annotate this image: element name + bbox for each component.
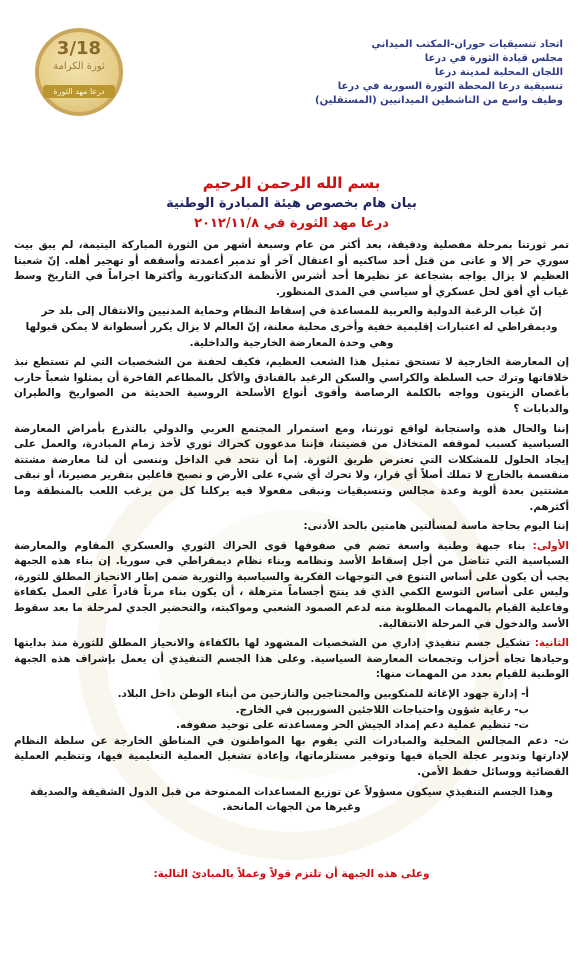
list-item: ت- تنظيم عملية دعم إمداد الجيش الحر ومساعدته على توحيد صفوفه. — [176, 719, 529, 732]
statement-date: درعا مهد الثورة في ٢٠١٢/١١/٨ — [194, 216, 389, 231]
paragraph: وهذا الجسم التنفيذي سيكون مسؤولاً عن توزيع المساعدات الممنوحة من قبل الدول الشقيقة والصديقة وغيرها من الجهات المانحة. — [30, 785, 553, 814]
first-demand-label: الأولى: — [532, 539, 569, 552]
closing-line: وعلى هذه الجبهة أن تلتزم قولاً وعملاً بالمبادئ التالية: — [153, 868, 430, 880]
statement-title: بيان هام بخصوص هيئة المبادرة الوطنية — [166, 196, 417, 211]
second-demand — [14, 636, 569, 683]
logo-number: 3/18 — [56, 38, 102, 59]
paragraph: تمر ثورتنا بمرحلة مفصلية ودقيقة، بعد أكثر من عام وسبعة أشهر من الثورة المباركة اليتيمة، لم يبق بيت سوري حر إلا و عانى من قتل أحد ساكنيه أو اعتقال آخر أو تدمير أعمدته وأسقفه أو تهجير أهله. إنّ شعبنا العظيم لا يزال يواجه بشجاعة عز نظيرها أحد أشرس الأنظمة الدكتاتورية وأكثرها اجراماً في التاريخ وسط غياب أي أفق لحل عسكري أو سياسي في المدى المنظور. — [14, 239, 569, 298]
issuer-line: وطيف واسع من الناشطين الميدانيين (المستقلين) — [315, 95, 563, 106]
logo-subtitle: ثورة الكرامة — [53, 61, 105, 72]
issuer-line: تنسيقية درعا المحطة الثورة السورية في درعا — [337, 81, 563, 92]
list-item: ث- دعم المجالس المحلية والمبادرات التي يقوم بها المواطنون في المناطق الخارجة عن سلطة النظام لإدارتها وتدوير عجلة الحياة فيها وتوفير مستلزماتها، وإعادة تشغيل العملية التعليمية فيها، وتنظيم العملية القضائية ووسائل حفظ الأمن. — [14, 734, 569, 778]
second-demand-text: تشكيل جسم تنفيذي إداري من الشخصيات المشهود لها بالكفاءة والانحياز المطلق للثورة منذ بدايتها وحيادها تجاه أحزاب وتجمعات المعارضة السياسية. وعلى هذا الجسم التنفيذي أن يعمل بإشراف هذه الجبهة الوطنية للقيام بعدد من المهمات منها: — [14, 637, 569, 681]
issuer-line: اللجان المحلية لمدينة درعا — [434, 67, 563, 78]
logo-band: درعا مهد الثورة — [43, 85, 115, 98]
list-item: أ- إدارة جهود الإغاثة للمنكوبين والمحتاجين والنازحين من أبناء الوطن داخل البلاد. — [117, 688, 529, 701]
first-demand — [14, 539, 569, 633]
second-demand-label: الثانية: — [534, 637, 569, 650]
tasks-list — [14, 687, 569, 781]
list-item: ب- رعاية شؤون واحتياجات اللاجئين السوريين في الخارج. — [235, 703, 529, 716]
issuers-header — [313, 38, 563, 108]
paragraph: إنّ غياب الرغبة الدولية والعربية للمساعدة في إسقاط النظام وحماية المدنيين والانتقال إلى بلد حر وديمقراطي له اعتبارات إقليمية خفية وأخرى محلية معلنة، إنّ العالم لا يزال يكرر أسطوانة لا يمكن قبولها وهي وحدة المعارضة الخارجية والداخلية. — [25, 305, 558, 349]
issuer-line: اتحاد تنسيقيات حوران-المكتب الميداني — [371, 39, 563, 50]
paragraph: إننا اليوم بحاجة ماسة لمسألتين هامتين بالحد الأدنى: — [303, 520, 569, 533]
basmala-heading: بسم الله الرحمن الرحيم — [202, 174, 381, 192]
paragraph: إن المعارضة الخارجية لا تستحق تمثيل هذا الشعب العظيم، فكيف لحفنة من الشخصيات التي لم تستطع نبذ خلافاتها وترك حب السلطة والكراسي والسكن الرغيد بالفنادق والأكل بالمطاعم الفاخرة أن يمثلوا شعباً حارب بأغصان الزيتون وواجه بالكلمة الرصاصة وأقوى أنواع الأسلحة الروسية الحديثة من الصواريخ والطيران والدبابات ؟ — [14, 356, 569, 415]
first-demand-text: بناء جبهة وطنية واسعة تضم في صفوفها قوى الحراك الثوري والعسكري المقاوم والمعارضة السياسية التي تناضل من أجل إسقاط الأسد ونظامه وبناء نظام ديمقراطي في سوريا. إن بناء هذه الجبهة يجب أن يكون على أساس التنوع في التوجهات الفكرية والسياسية والثورية ضمن إطار الانحياز المطلق للثورة، وليس على أساس التوسع الكمي الذي قد ينتج أجساماً مترهلة ، أن يكون بناء مرناً قادراً على العمل بكفاءة وفاعلية القيام بالمهمات المطلوبة منه لدعم الصمود الشعبي ومواكبته، والتحضير الجدي لمرحلة ما بعد سقوط الأسد والدخول في المرحلة الانتقالية. — [14, 539, 569, 630]
paragraph: إننا والحال هذه واستجابة لواقع ثورتنا، ومع استمرار المجتمع العربي والدولي بالتذرع بأمراض المعارضة السياسية كسبب لموقفه المتخاذل من قضيتنا، فإننا مدعوون كحراك ثوري لأخذ زمام المبادرة، والعمل على إيجاد الحلول للمشكلات التي تعترض طريق الثورة. إما أن نتحد في الداخل وننسى أن لنا معارضة مشتتة منقسمة بالخارج لا تملك أصلاً أي قرار، ولا تحرك أي شيء على الأرض و نصبح فاعلين بتقرير مصيرنا، أو نبقى مشتتين بعدة ألوية وعدة مجالس وتنسيقيات ونبقى مفعولا فيه يركلنا كل من يرغب اللعب بالمنطقة وما أكثرهم. — [14, 422, 569, 513]
revolution-emblem-logo — [35, 28, 123, 116]
statement-body — [14, 238, 569, 820]
issuer-line: مجلس قيادة الثورة في درعا — [424, 53, 563, 64]
